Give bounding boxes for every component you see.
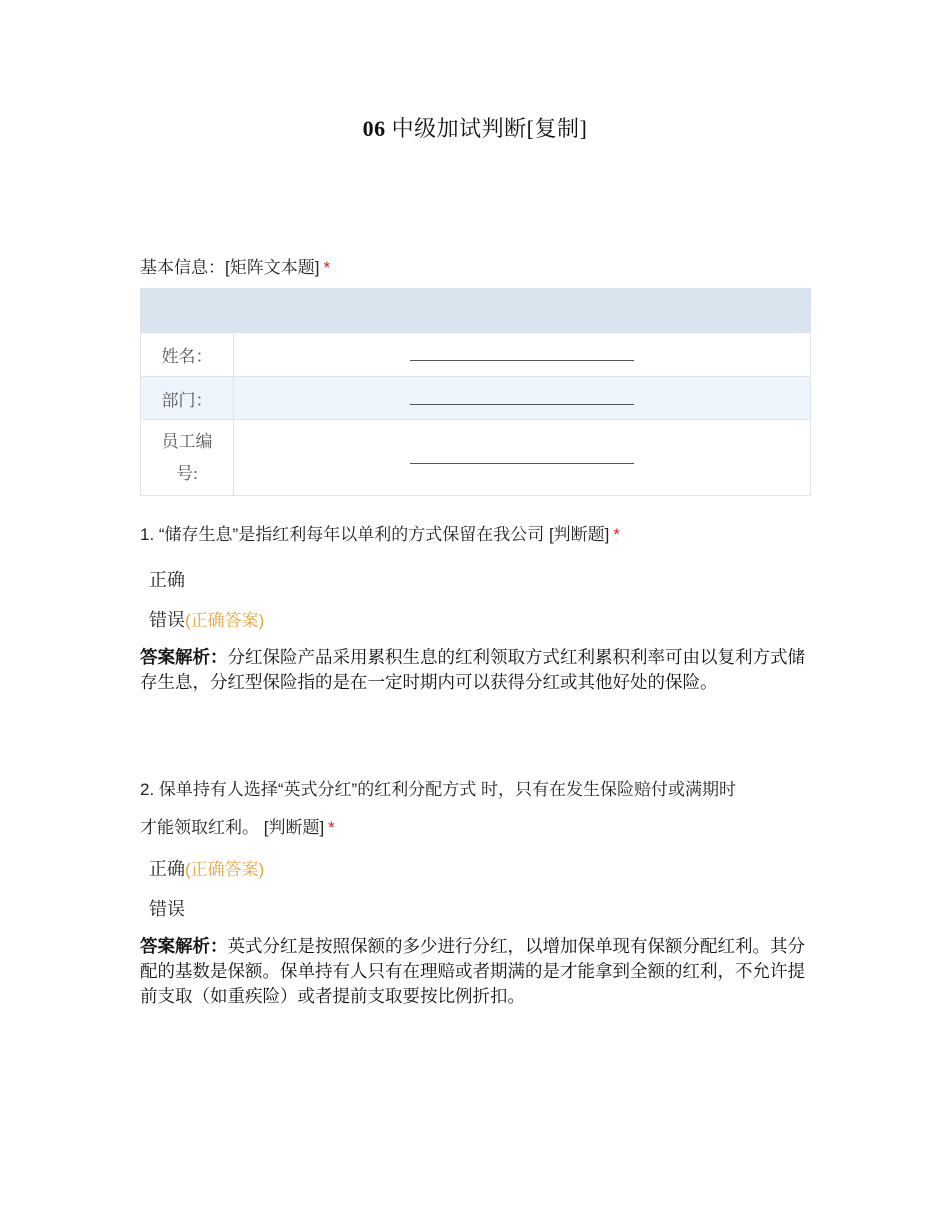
option-label: 错误: [149, 899, 185, 919]
matrix-row-name: [141, 333, 811, 377]
question-1-text: 1. “储存生息”是指红利每年以单利的方式保留在我公司 [判断题]: [140, 525, 610, 544]
question-1-title: [140, 520, 812, 545]
department-field[interactable]: [234, 377, 811, 420]
analysis-text: 分红保险产品采用累积生息的红利领取方式红利累积利率可由以复利方式储存生息，分红型保险指的是在一定时期内可以获得分红或其他好处的保险。: [140, 647, 805, 692]
correct-answer-tag: (正确答案): [185, 611, 265, 630]
matrix-header-row: [141, 289, 811, 333]
question-2-text-line2-text: 才能领取红利。 [判断题]: [140, 818, 325, 837]
employee-id-field[interactable]: [234, 420, 811, 496]
matrix-row-employee-id: [141, 420, 811, 496]
name-blank-line[interactable]: [410, 359, 634, 361]
question-1-option-wrong[interactable]: [149, 606, 264, 632]
required-marker: *: [613, 525, 621, 544]
question-2-title: [140, 771, 812, 847]
question-2-option-wrong[interactable]: [149, 895, 185, 921]
matrix-header-cell: [234, 289, 811, 333]
question-1-analysis: [140, 645, 816, 695]
question-2-option-correct[interactable]: [149, 855, 264, 881]
basic-info-matrix: [140, 288, 811, 496]
employee-id-label-line1: 员工编: [161, 431, 213, 451]
page-title-number: 06: [362, 116, 386, 141]
question-2-text-line2: [140, 809, 812, 847]
department-label: 部门：: [141, 377, 234, 420]
department-blank-line[interactable]: [410, 403, 634, 405]
employee-id-blank-line[interactable]: [410, 462, 634, 464]
page-title-text: 中级加试判断[复制]: [391, 116, 588, 141]
option-label: 正确: [149, 859, 185, 879]
question-2-analysis: [140, 934, 816, 1009]
question-2-text-line1: 2. 保单持有人选择“英式分红”的红利分配方式 时，只有在发生保险赔付或满期时: [140, 780, 736, 799]
employee-id-label: [141, 420, 234, 496]
question-1-option-correct[interactable]: [149, 566, 185, 592]
required-marker: *: [323, 258, 331, 277]
analysis-label: 答案解析：: [140, 936, 228, 956]
option-label: 错误: [149, 610, 185, 630]
page-title: [0, 112, 950, 143]
matrix-header-cell: [141, 289, 234, 333]
required-marker: *: [328, 818, 335, 837]
correct-answer-tag: (正确答案): [185, 860, 265, 879]
name-field[interactable]: [234, 333, 811, 377]
option-label: 正确: [149, 570, 185, 590]
matrix-row-department: [141, 377, 811, 420]
analysis-text: 英式分红是按照保额的多少进行分红，以增加保单现有保额分配红利。其分配的基数是保额。保单持有人只有在理赔或者期满的是才能拿到全额的红利，不允许提前支取（如重疾险）或者提前支取要按比例折扣。: [140, 936, 805, 1006]
analysis-label: 答案解析：: [140, 647, 228, 667]
name-label: 姓名：: [141, 333, 234, 377]
basic-info-label: [140, 253, 330, 278]
employee-id-label-line2: 号:: [176, 463, 198, 483]
basic-info-label-text: 基本信息：[矩阵文本题]: [140, 258, 320, 277]
